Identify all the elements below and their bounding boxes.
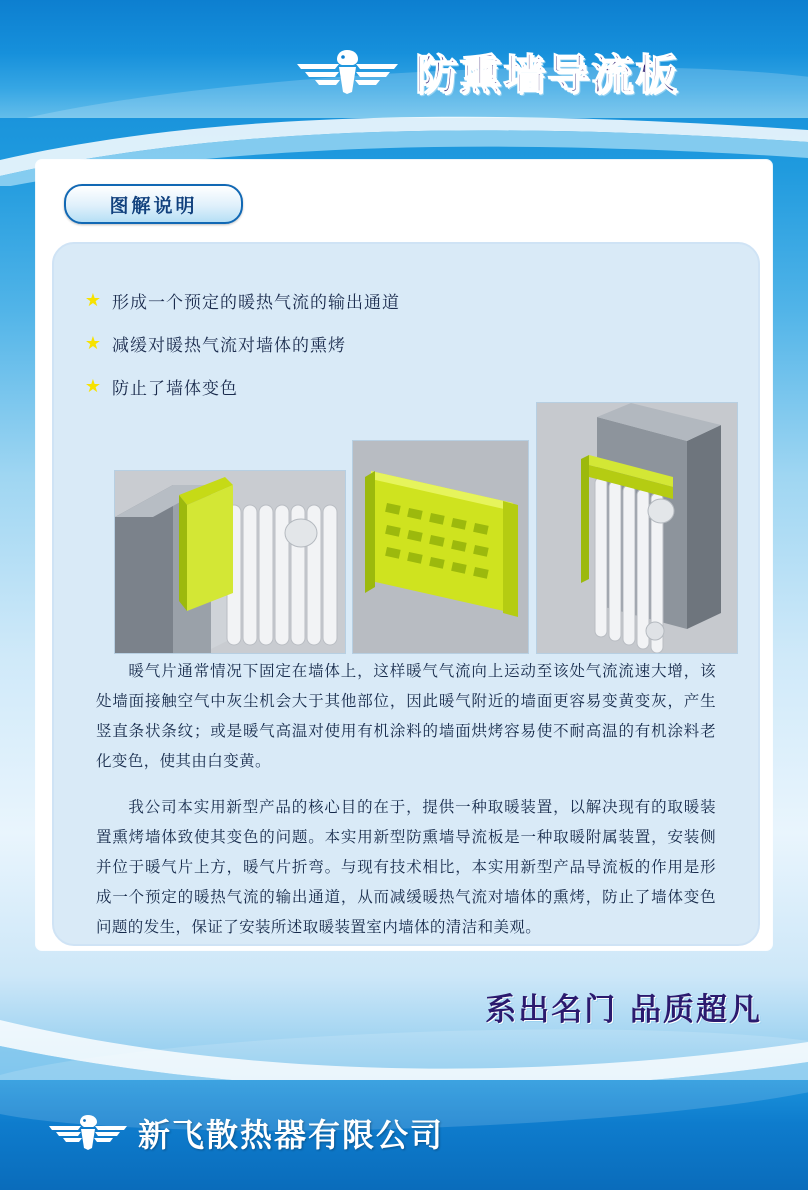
page-title: 防熏墙导流板 bbox=[415, 50, 680, 99]
eagle-bird-logo-icon bbox=[295, 48, 400, 94]
paragraph-2-text: 我公司本实用新型产品的核心目的在于，提供一种取暖装置，以解决现有的取暖装置熏烤墙体致使其变色的问题。本实用新型防熏墙导流板是一种取暖附属装置，安装侧并位于暖气片上方，暖气片折弯。与现有技术相比，本实用新型产品导流板的作用是形成一个预定的暖热气流的输出通道，从而减缓暖热气流对墙体的熏烤，防止了墙体变色问题的发生，保证了安装所述取暖装置室内墙体的清洁和美观。 bbox=[96, 798, 716, 936]
paragraph-1-text: 暖气片通常情况下固定在墙体上，这样暖气气流向上运动至该处气流流速大增，该处墙面接触空气中灰尘机会大于其他部位，因此暖气附近的墙面更容易变黄变灰，产生竖直条状条纹；或是暖气高温对使用有机涂料的墙面烘烤容易使不耐高温的有机涂料老化变色，使其由白变黄。 bbox=[96, 662, 716, 770]
slogan: 系出名门 品质超凡 bbox=[485, 992, 762, 1028]
list-item bbox=[84, 331, 400, 356]
section-tag bbox=[64, 184, 243, 224]
list-item bbox=[84, 374, 400, 399]
list-item-label: 减缓对暖热气流对墙体的熏烤 bbox=[112, 336, 346, 356]
paragraph-1 bbox=[96, 656, 716, 776]
star-icon: ★ bbox=[84, 332, 102, 354]
guide-plate-photo-center bbox=[352, 440, 529, 654]
content-panel bbox=[52, 242, 760, 946]
eagle-bird-logo-icon bbox=[48, 1114, 128, 1150]
list-item-label: 防止了墙体变色 bbox=[112, 379, 238, 399]
star-icon: ★ bbox=[84, 289, 102, 311]
star-icon: ★ bbox=[84, 375, 102, 397]
list-item-label: 形成一个预定的暖热气流的输出通道 bbox=[112, 293, 400, 313]
section-tag-label: 图解说明 bbox=[109, 194, 198, 217]
radiator-wall-photo-right bbox=[536, 402, 738, 654]
list-item bbox=[84, 288, 400, 313]
bullet-list bbox=[84, 288, 400, 417]
poster-footer bbox=[0, 1080, 808, 1190]
radiator-wall-photo-left bbox=[114, 470, 346, 654]
company-name: 新飞散热器有限公司 bbox=[138, 1116, 445, 1154]
image-row bbox=[84, 402, 730, 652]
paragraph-2 bbox=[96, 792, 716, 942]
